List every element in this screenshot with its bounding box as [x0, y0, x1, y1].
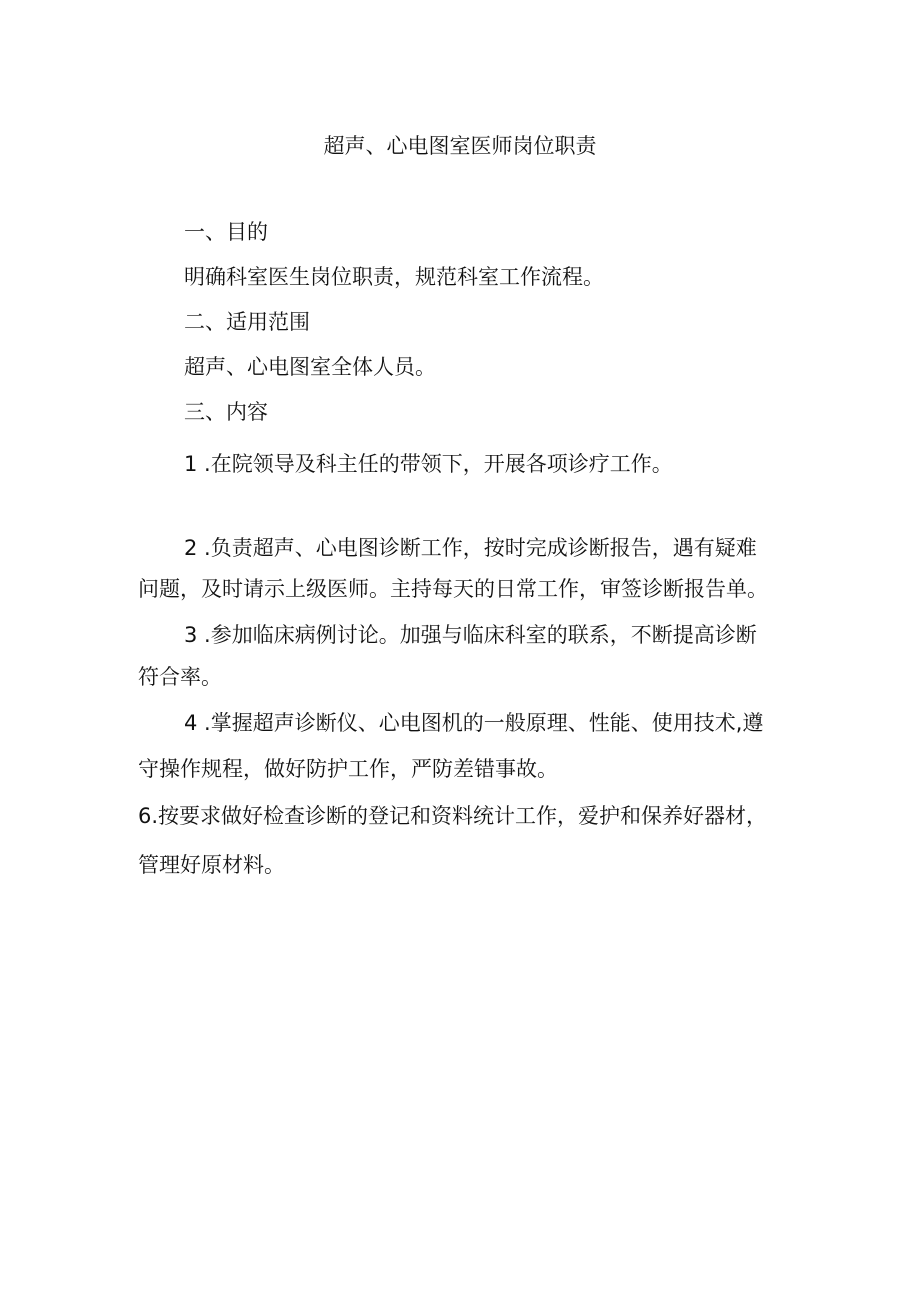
content-item-1: 1 .在院领导及科主任的带领下，开展各项诊疗工作。	[184, 452, 673, 476]
content-item-2-line-1: 2 .负责超声、心电图诊断工作，按时完成诊断报告，遇有疑难	[184, 536, 757, 560]
document-title: 超声、心电图室医师岗位职责	[323, 134, 597, 158]
section-body-scope: 超声、心电图室全体人员。	[184, 355, 436, 379]
section-body-purpose: 明确科室医生岗位职责，规范科室工作流程。	[184, 265, 604, 289]
content-item-3-line-1: 3 .参加临床病例讨论。加强与临床科室的联系，不断提高诊断	[184, 623, 757, 647]
content-item-4-line-1: 4 .掌握超声诊断仪、心电图机的一般原理、性能、使用技术,遵	[184, 711, 764, 735]
content-item-6-line-2: 管理好原材料。	[138, 853, 285, 877]
section-heading-content: 三、内容	[184, 400, 268, 424]
section-heading-scope: 二、适用范围	[184, 310, 310, 334]
content-item-3-line-2: 符合率。	[138, 665, 222, 689]
content-item-6-line-1: 6.按要求做好检查诊断的登记和资料统计工作，爱护和保养好器材，	[138, 804, 768, 828]
section-heading-purpose: 一、目的	[184, 220, 268, 244]
content-item-2-line-2: 问题，及时请示上级医师。主持每天的日常工作，审签诊断报告单。	[138, 577, 768, 601]
content-item-4-line-2: 守操作规程，做好防护工作，严防差错事故。	[138, 757, 558, 781]
